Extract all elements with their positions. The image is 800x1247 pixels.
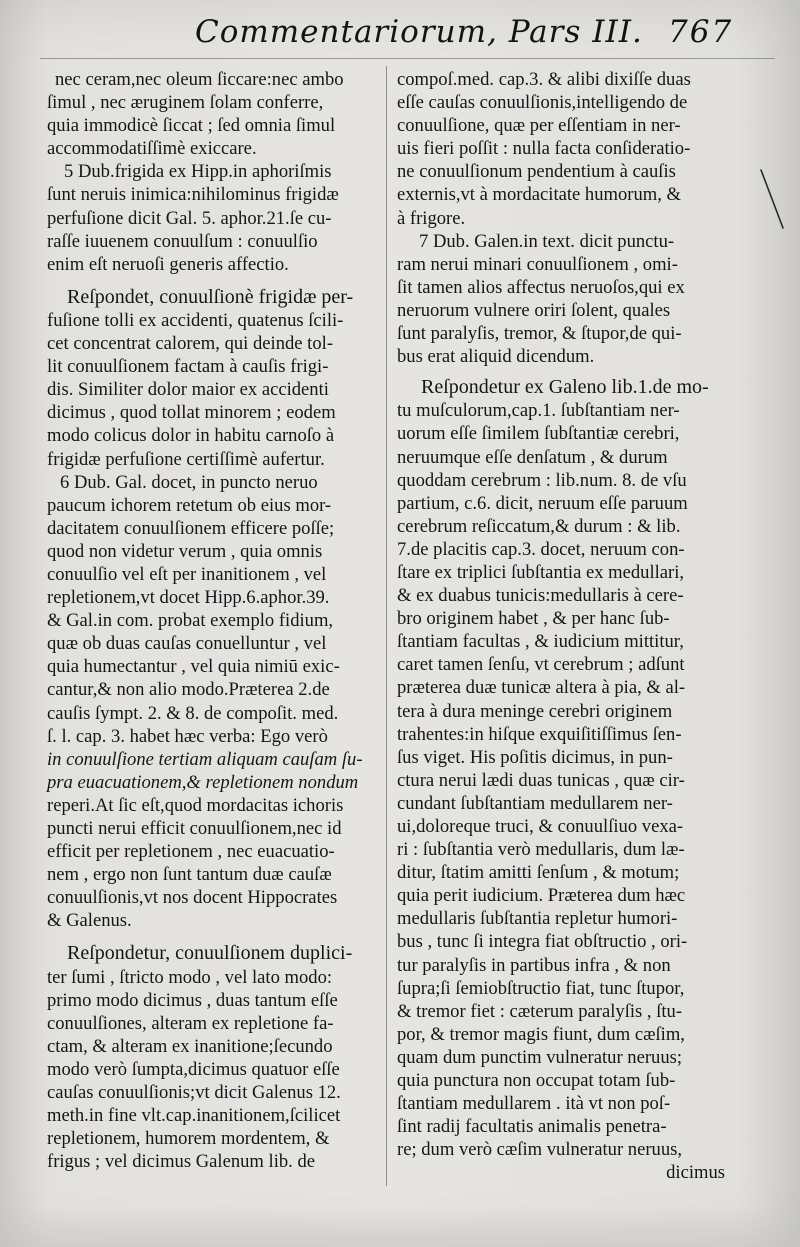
- text-line: 7.de placitis cap.3. docet, neruum con-: [397, 538, 685, 560]
- text-line: quia immodicè ſiccat ; ſed omnia ſimul: [47, 115, 336, 137]
- text-line: efficit per repletionem , nec euacuatio-: [47, 841, 335, 863]
- text-line: externis,vt à mordacitate humorum, &: [397, 184, 681, 206]
- text-line: compoſ.med. cap.3. & alibi dixiſſe duas: [397, 69, 691, 90]
- text-line: conuulſionis,vt nos docent Hippocrates: [47, 887, 338, 909]
- text-line: ſit tamen alios affectus neruoſos,qui ex: [397, 276, 685, 298]
- text-line: ſtantiam facultas , & iudicium mittitur,: [397, 631, 684, 653]
- catchword: dicimus: [666, 1162, 725, 1184]
- text-line: caret tamen ſenſu, vt cerebrum ; adſunt: [397, 654, 685, 676]
- text-line: repletionem,vt docet Hipp.6.aphor.39.: [47, 587, 330, 609]
- text-line-italic: pra euacuationem,& repletionem nondum: [47, 771, 359, 793]
- text-line: partium, c.6. dicit, neruum eſſe paruum: [397, 492, 688, 514]
- text-line: & ex duabus tunicis:medullaris à cere-: [397, 585, 684, 607]
- text-line: repletionem, humorem mordentem, &: [47, 1128, 330, 1150]
- text-line: ſunt neruis inimica:nihilominus frigidæ: [47, 184, 339, 206]
- text-line: ctam, & alteram ex inanitione;ſecundo: [47, 1035, 333, 1057]
- text-line: ctura nerui lædi duas tunicas , quæ cir-: [397, 769, 685, 791]
- text-line: & Gal.in com. probat exemplo fidium,: [47, 610, 334, 632]
- text-line: re; dum verò cæſim vulneratur neruus,: [397, 1139, 683, 1161]
- column-divider: [386, 66, 387, 1186]
- text-line: ſtare ex triplici ſubſtantia ex medullari,: [397, 561, 685, 583]
- text-line: cerebrum reſiccatum,& durum : & lib.: [397, 515, 681, 537]
- text-line: bro originem habet , & per hanc ſub-: [397, 608, 670, 630]
- text-line: ſtantiam medullarem . ità vt non poſ-: [397, 1093, 671, 1115]
- text-line: perfuſione dicit Gal. 5. aphor.21.ſe cu-: [47, 207, 332, 229]
- text-line: 7 Dub. Galen.in text. dicit punctu-: [419, 230, 675, 252]
- text-line: enim eſt neruoſi generis affectio.: [47, 253, 289, 275]
- text-line: accommodatiſſimè exiccare.: [47, 138, 257, 160]
- text-line: cauſas conuulſionis;vt dicit Galenus 12.: [47, 1082, 341, 1104]
- text-line: ne conuulſionum pendentium à cauſis: [397, 161, 676, 183]
- text-line: ri : ſubſtantia verò medullaris, dum læ-: [397, 839, 685, 861]
- text-line: cauſis ſympt. 2. & 8. de compoſit. med.: [47, 702, 339, 724]
- text-line: conuulſiones, alteram ex repletione fa-: [47, 1012, 334, 1034]
- margin-pen-stroke: [743, 166, 800, 236]
- text-line: frigidæ perfuſione certiſſimè aufertur.: [47, 448, 325, 470]
- text-line: ſint radij facultatis animalis penetra-: [397, 1116, 667, 1138]
- text-line: nec ceram,nec oleum ſiccare:nec ambo: [55, 69, 344, 90]
- text-line: por, & tremor magis fiunt, dum cæſim,: [397, 1023, 685, 1045]
- text-line: tu muſculorum,cap.1. ſubſtantiam ner-: [397, 400, 680, 422]
- text-line: & Galenus.: [47, 910, 132, 932]
- text-line: cundant ſubſtantiam medullarem ner-: [397, 792, 673, 814]
- text-line: puncti nerui efficit conuulſionem,nec id: [47, 818, 342, 839]
- page-number: 767: [668, 14, 734, 50]
- text-line: modo colicus dolor in habitu carnoſo à: [47, 425, 335, 447]
- text-line: quoddam cerebrum : lib.num. 8. de vſu: [397, 469, 687, 491]
- text-line: ter ſumi , ſtricto modo , vel lato modo:: [47, 966, 333, 988]
- text-line: ſ. l. cap. 3. habet hæc verba: Ego verò: [47, 725, 328, 747]
- text-line: fuſione tolli ex accidenti, quatenus ſcili-: [47, 309, 344, 331]
- header-rule: [40, 58, 775, 59]
- text-line: neruumque eſſe denſatum , & durum: [397, 446, 668, 468]
- text-line: frigus ; vel dicimus Galenum lib. de: [47, 1151, 316, 1173]
- text-line: cet concentrat calorem, qui deinde tol-: [47, 333, 334, 355]
- text-line: ram nerui minari conuulſionem , omi-: [397, 253, 678, 275]
- text-line: neruorum vulnere oriri ſolent, quales: [397, 299, 671, 321]
- text-line: ditur, ſtatim amitti ſenſum , & motum;: [397, 862, 680, 884]
- text-line: quod non videtur verum , quia omnis: [47, 540, 323, 562]
- text-line: lit conuulſionem factam à cauſis frigi-: [47, 356, 329, 378]
- text-line: meth.in fine vlt.cap.inanitionem,ſcilicet: [47, 1105, 341, 1127]
- text-line: & tremor fiet : cæterum paralyſis , ſtu-: [397, 1000, 683, 1022]
- text-line: conuulſio vel eſt per inanitionem , vel: [47, 563, 327, 585]
- text-line: dicimus , quod tollat minorem ; eodem: [47, 402, 336, 424]
- right-column: [397, 68, 737, 1185]
- text-line: medullaris ſubſtantia repletur humori-: [397, 908, 678, 930]
- text-line: dacitatem conuulſionem efficere poſſe;: [47, 517, 335, 539]
- text-line: Reſpondetur, conuulſionem duplici-: [67, 942, 353, 965]
- left-column: [47, 68, 382, 1173]
- text-line: cantur,& non alio modo.Præterea 2.de: [47, 679, 330, 701]
- text-line: primo modo dicimus , duas tantum eſſe: [47, 989, 338, 1011]
- text-line: à frigore.: [397, 207, 466, 229]
- text-line: tera à dura meninge cerebri originem: [397, 700, 673, 722]
- text-line: quia perit iudicium. Præterea dum hæc: [397, 885, 686, 907]
- text-line: reperi.At ſic eſt,quod mordacitas ichoris: [47, 794, 344, 816]
- text-line: modo verò ſumpta,dicimus quatuor eſſe: [47, 1058, 340, 1080]
- text-line: eſſe cauſas conuulſionis,intelligendo de: [397, 92, 688, 114]
- text-line: Reſpondet, conuulſionè frigidæ per-: [67, 285, 354, 308]
- text-line: ſimul , nec æruginem ſolam conferre,: [47, 92, 324, 114]
- text-line: ſunt paralyſis, tremor, & ſtupor,de qui-: [397, 323, 682, 345]
- text-line: quia punctura non occupat totam ſub-: [397, 1070, 676, 1092]
- text-line: præterea duæ tunicæ altera à pia, & al-: [397, 677, 686, 699]
- text-line: conuulſione, quæ per eſſentiam in ner-: [397, 115, 681, 137]
- text-line: uis fieri poſſit : nulla facta conſideratio-: [397, 138, 691, 160]
- text-line: bus erat aliquid dicendum.: [397, 346, 595, 368]
- text-line: quam dum punctim vulneratur neruus;: [397, 1046, 683, 1068]
- text-line-italic: in conuulſione tertiam aliquam cauſam ſu-: [47, 748, 363, 770]
- text-line: tur paralyſis in partibus infra , & non: [397, 954, 671, 976]
- text-line: ui,doloreque truci, & conuulſiuo vexa-: [397, 816, 684, 837]
- text-line: raſſe iuuenem conuulſum : conuulſio: [47, 230, 318, 252]
- running-title: Commentariorum, Pars III.: [195, 14, 643, 50]
- text-line: quia humectantur , vel quia nimiū exic-: [47, 656, 340, 678]
- text-line: dis. Similiter dolor maior ex accidenti: [47, 379, 329, 401]
- text-line: paucum ichorem retetum ob eius mor-: [47, 494, 332, 516]
- text-line: quæ ob duas cauſas conuelluntur , vel: [47, 633, 327, 655]
- text-line: trahentes:in hiſque exquiſitiſſimus ſen-: [397, 723, 682, 745]
- text-line: ſus viget. His poſitis dicimus, in pun-: [397, 746, 673, 768]
- bottom-shading: [0, 1207, 800, 1247]
- text-line: Reſpondetur ex Galeno lib.1.de mo-: [421, 376, 709, 399]
- text-line: uorum eſſe ſimilem ſubſtantiæ cerebri,: [397, 423, 680, 445]
- text-line: bus , tunc ſi integra fiat obſtructio , ori-: [397, 931, 688, 953]
- text-line: nem , ergo non ſunt tantum duæ cauſæ: [47, 864, 332, 886]
- text-line: ſupra;ſi ſemiobſtructio fiat, tunc ſtupor,: [397, 977, 685, 999]
- text-line: 6 Dub. Gal. docet, in puncto neruo: [60, 471, 318, 493]
- text-line: 5 Dub.frigida ex Hipp.in aphoriſmis: [64, 161, 332, 183]
